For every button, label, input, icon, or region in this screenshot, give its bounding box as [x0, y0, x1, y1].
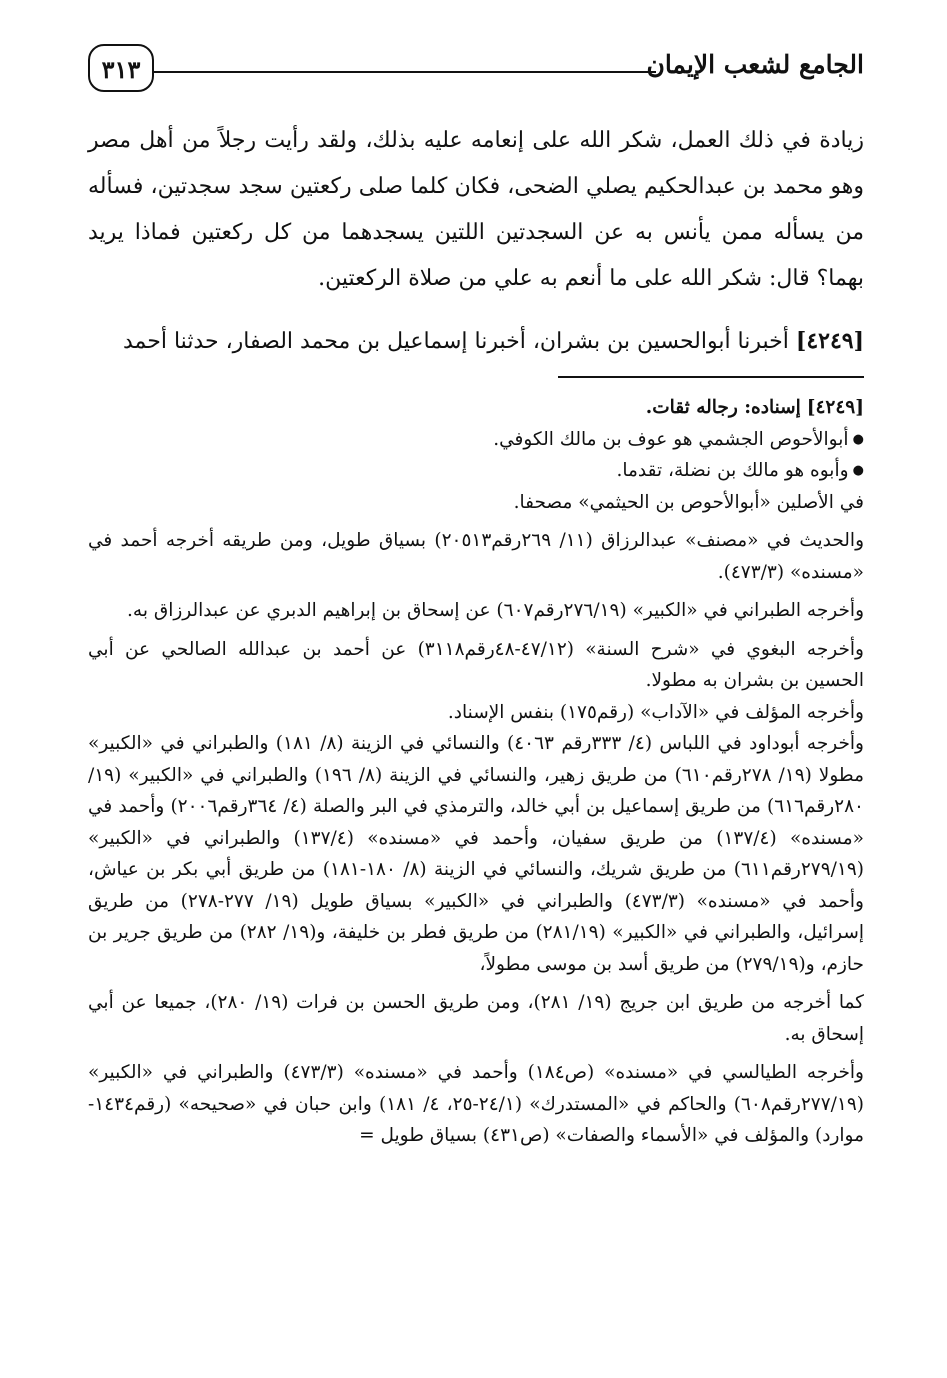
- footnote-bullet-1: ● أبوالأحوص الجشمي هو عوف بن مالك الكوفي.: [88, 424, 864, 456]
- footnote-number: [٤٢٤٩]: [806, 397, 864, 418]
- hadith-start: [88, 318, 864, 365]
- footnote-paragraph-6: وأخرجه أبوداود في اللباس (٤/ ٣٣٣رقم ٤٠٦٣) والنسائي في الزينة (٨/ ١٨١) والطبراني في «الكبير» مطولا (١٩/ ٢٧٨رقم٦١٠) من طريق زهير، والنسائي في الزينة (٨/ ١٩٦) والطبراني في «الكبير» (١٩/ ٢٨٠رقم٦١٦) من طريق إسماعيل بن أبي خالد، والترمذي في البر والصلة (٤/ ٣٦٤رقم٢٠٠٦) وأحمد في «مسنده» (١٣٧/٤) من طريق سفيان، وأحمد في «مسنده» (١٣٧/٤) والطبراني في «الكبير» (٢٧٩/١٩رقم٦١١) من طريق شريك، والنسائي في الزينة (٨/ ١٨٠-١٨١) من طريق أبي بكر بن عياش، وأحمد في «مسنده» (٤٧٣/٣) والطبراني في «الكبير» بسياق طويل (١٩/ ٢٧٧-٢٧٨) من طريق إسرائيل، والطبراني في «الكبير» (٢٨١/١٩) من طريق فطر بن خليفة، و(١٩/ ٢٨٢) من طريق جرير بن حازم، و(٢٧٩/١٩) من طريق أسد بن موسى مطولاً،: [88, 733, 864, 975]
- footnote-label: إسناده: رجاله ثقات.: [645, 397, 801, 418]
- footnote-paragraph-7: كما أخرجه من طريق ابن جريج (١٩/ ٢٨١)، ومن طريق الحسن بن فرات (١٩/ ٢٨٠)، جميعا عن أبي إسحاق به.: [88, 992, 864, 1045]
- footnote-heading: [88, 392, 864, 424]
- page-number: ٣١٣: [88, 44, 154, 92]
- main-text: [88, 118, 864, 365]
- running-title: الجامع لشعب الإيمان: [646, 50, 864, 79]
- footnote-paragraph-5: وأخرجه المؤلف في «الآداب» (رقم١٧٥) بنفس الإسناد.: [447, 701, 864, 723]
- footnotes: [88, 392, 864, 1152]
- page-header: [88, 44, 864, 100]
- footnote-paragraph-3: وأخرجه الطبراني في «الكبير» (٢٧٦/١٩رقم٦٠٧) عن إسحاق بن إبراهيم الدبري عن عبدالرزاق به.: [127, 600, 864, 621]
- footnote-bullet-2: ● وأبوه هو مالك بن نضلة، تقدما.: [88, 455, 864, 487]
- footnote-paragraph-2: والحديث في «مصنف» عبدالرزاق (١١/ ٢٦٩رقم٢٠٥١٣) بسياق طويل، ومن طريقه أخرجه أحمد في «مسنده» (٤٧٣/٣).: [88, 530, 864, 583]
- hadith-text: أخبرنا أبوالحسين بن بشران، أخبرنا إسماعيل بن محمد الصفار، حدثنا أحمد: [123, 329, 789, 354]
- footnote-paragraph-4: وأخرجه البغوي في «شرح السنة» (٤٧/١٢-٤٨رقم٣١١٨) عن أحمد بن عبدالله الصالحي عن أبي الحسين بن بشران به مطولا.: [88, 638, 864, 691]
- footnote-paragraph-8: وأخرجه الطيالسي في «مسنده» (ص١٨٤) وأحمد في «مسنده» (٤٧٣/٣) والطبراني في «الكبير» (٢٧٧/١٩رقم٦٠٨) والحاكم في «المستدرك» (٢٤/١-٢٥، ٤/ ١٨١) وابن حبان في «صحيحه» (رقم١٤٣٤- موارد) والمؤلف في «الأسماء والصفات» (ص٤٣١) بسياق طويل =: [88, 1062, 864, 1146]
- main-paragraph: زيادة في ذلك العمل، شكر الله على إنعامه عليه بذلك، ولقد رأيت رجلاً من أهل مصر وهو محمد بن عبدالحكيم يصلي الضحى، فكان كلما صلى ركعتين سجد سجدتين، فسأله من يسأله ممن يأنس به عن السجدتين اللتين يسجدهما من كل ركعتين فماذا يريد بهما؟ قال: شكر الله على ما أنعم به علي من صلاة الركعتين.: [88, 128, 864, 291]
- header-rule: [150, 71, 656, 73]
- hadith-number: [٤٢٤٩]: [795, 328, 864, 354]
- footnote-paragraph-1: في الأصلين «أبوالأحوص بن الحيثمي» مصحفا.: [513, 491, 864, 513]
- footnote-divider: [558, 376, 864, 378]
